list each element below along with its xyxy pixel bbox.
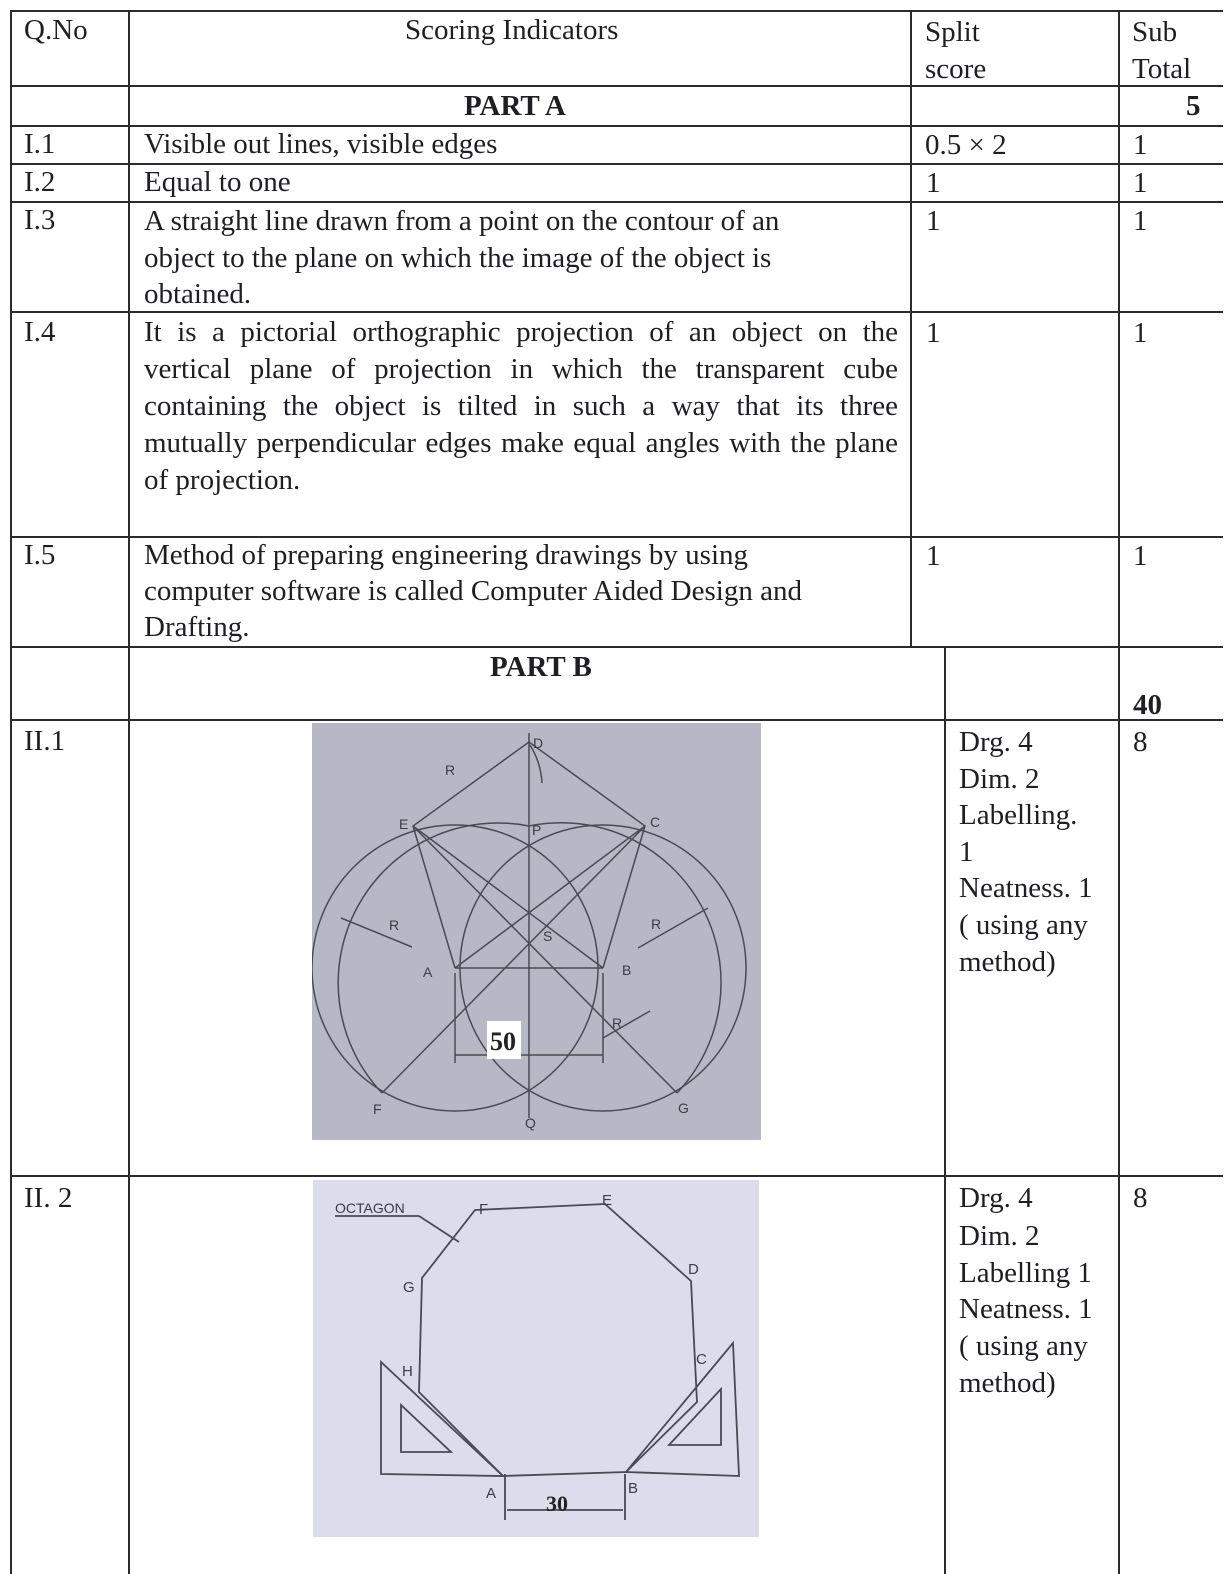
- sub-total: 1: [1133, 540, 1148, 572]
- split-score-line: Labelling.: [959, 799, 1078, 831]
- dimension-label: 30: [546, 1491, 568, 1516]
- split-score-line: Neatness. 1: [959, 872, 1093, 904]
- sub-total: 8: [1133, 1182, 1148, 1214]
- figure-label: F: [373, 1101, 382, 1117]
- header-sub-line1: Sub: [1132, 16, 1178, 48]
- figure-label: Q: [525, 1115, 536, 1131]
- split-score: 0.5 × 2: [925, 129, 1007, 161]
- figure-label: G: [403, 1279, 415, 1296]
- header-sub-line2: Total: [1132, 53, 1192, 85]
- dimension-label: 50: [490, 1027, 516, 1056]
- split-score-line: method): [959, 946, 1056, 978]
- header-split-line2: score: [925, 53, 987, 85]
- figure-label: R: [445, 762, 456, 778]
- question-number: II.1: [24, 725, 66, 757]
- rule: [10, 10, 12, 1574]
- rule: [10, 1175, 1223, 1177]
- answer-text: It is a pictorial orthographic projection of an object on the vertical plane of projection in which the transparent cube containing the object is tilted in such a way that its three mutually perpendicular edges make equal angles with the plane of projection.: [144, 316, 898, 496]
- figure-label: D: [533, 735, 544, 751]
- figure-label: R: [389, 917, 400, 933]
- question-number: I.3: [24, 204, 56, 236]
- rule: [128, 10, 130, 1574]
- answer-text-line: obtained.: [144, 278, 252, 310]
- figure-label: C: [650, 814, 661, 830]
- question-number: II. 2: [24, 1182, 73, 1214]
- figure-label: R: [612, 1015, 623, 1031]
- question-number: I.4: [24, 316, 56, 348]
- figure-label: B: [622, 962, 632, 978]
- rule: [944, 646, 946, 1574]
- question-number: I.1: [24, 128, 56, 160]
- answer-text-line: Method of preparing engineering drawings by using: [144, 539, 749, 571]
- figure-label: P: [532, 822, 542, 838]
- header-indicators: Scoring Indicators: [405, 14, 619, 46]
- figure-label: R: [651, 916, 662, 932]
- rule: [10, 85, 1223, 87]
- answer-text-line: object to the plane on which the image of the object is: [144, 242, 772, 274]
- split-score: 1: [926, 167, 941, 199]
- answer-text-line: Drafting.: [144, 611, 250, 643]
- figure-label: E: [602, 1192, 613, 1209]
- split-score: 1: [926, 540, 941, 572]
- split-score-line: ( using any: [959, 909, 1088, 941]
- answer-text: Visible out lines, visible edges: [144, 128, 498, 160]
- figure-label: E: [399, 816, 409, 832]
- header-split-line1: Split: [925, 16, 980, 48]
- answer-text-line: A straight line drawn from a point on the contour of an: [144, 205, 780, 237]
- split-score-line: method): [959, 1367, 1056, 1399]
- sub-total: 1: [1133, 317, 1148, 349]
- question-number: I.2: [24, 166, 56, 198]
- answer-text-line: computer software is called Computer Aided Design and: [144, 575, 802, 607]
- split-score-line: Labelling 1: [959, 1257, 1092, 1289]
- answer-text: Equal to one: [144, 166, 291, 198]
- figure-label: A: [423, 964, 433, 980]
- rule: [10, 719, 1223, 721]
- split-score-line: Drg. 4: [959, 1182, 1033, 1214]
- split-score-line: Dim. 2: [959, 1220, 1040, 1252]
- rule: [10, 646, 1223, 648]
- octagon-caption: OCTAGON: [335, 1200, 405, 1216]
- split-score: 1: [926, 205, 941, 237]
- part-a-total: 5: [1186, 90, 1201, 122]
- part-a-title: PART A: [464, 90, 566, 122]
- header-qno: Q.No: [24, 14, 88, 46]
- octagon-construction-figure: [313, 1180, 759, 1537]
- split-score-line: 1: [959, 836, 974, 868]
- figure-label: A: [486, 1485, 497, 1502]
- sub-total: 1: [1133, 129, 1148, 161]
- figure-label: F: [479, 1201, 489, 1218]
- figure-label: G: [678, 1100, 689, 1116]
- figure-label: S: [543, 928, 553, 944]
- split-score: 1: [926, 317, 941, 349]
- sub-total: 8: [1133, 726, 1148, 758]
- pentagon-construction-figure: [312, 723, 761, 1140]
- figure-label: C: [696, 1351, 707, 1368]
- figure-label: H: [402, 1363, 413, 1380]
- split-score-line: Dim. 2: [959, 763, 1040, 795]
- split-score-line: Drg. 4: [959, 726, 1033, 758]
- figure-label: B: [628, 1480, 639, 1497]
- sub-total: 1: [1133, 167, 1148, 199]
- rule: [910, 10, 912, 648]
- sub-total: 1: [1133, 205, 1148, 237]
- split-score-line: ( using any: [959, 1330, 1088, 1362]
- part-b-title: PART B: [490, 651, 592, 683]
- part-b-total: 40: [1133, 689, 1162, 721]
- split-score-line: Neatness. 1: [959, 1293, 1093, 1325]
- rule: [1118, 10, 1120, 1574]
- figure-label: D: [688, 1261, 699, 1278]
- question-number: I.5: [24, 539, 56, 571]
